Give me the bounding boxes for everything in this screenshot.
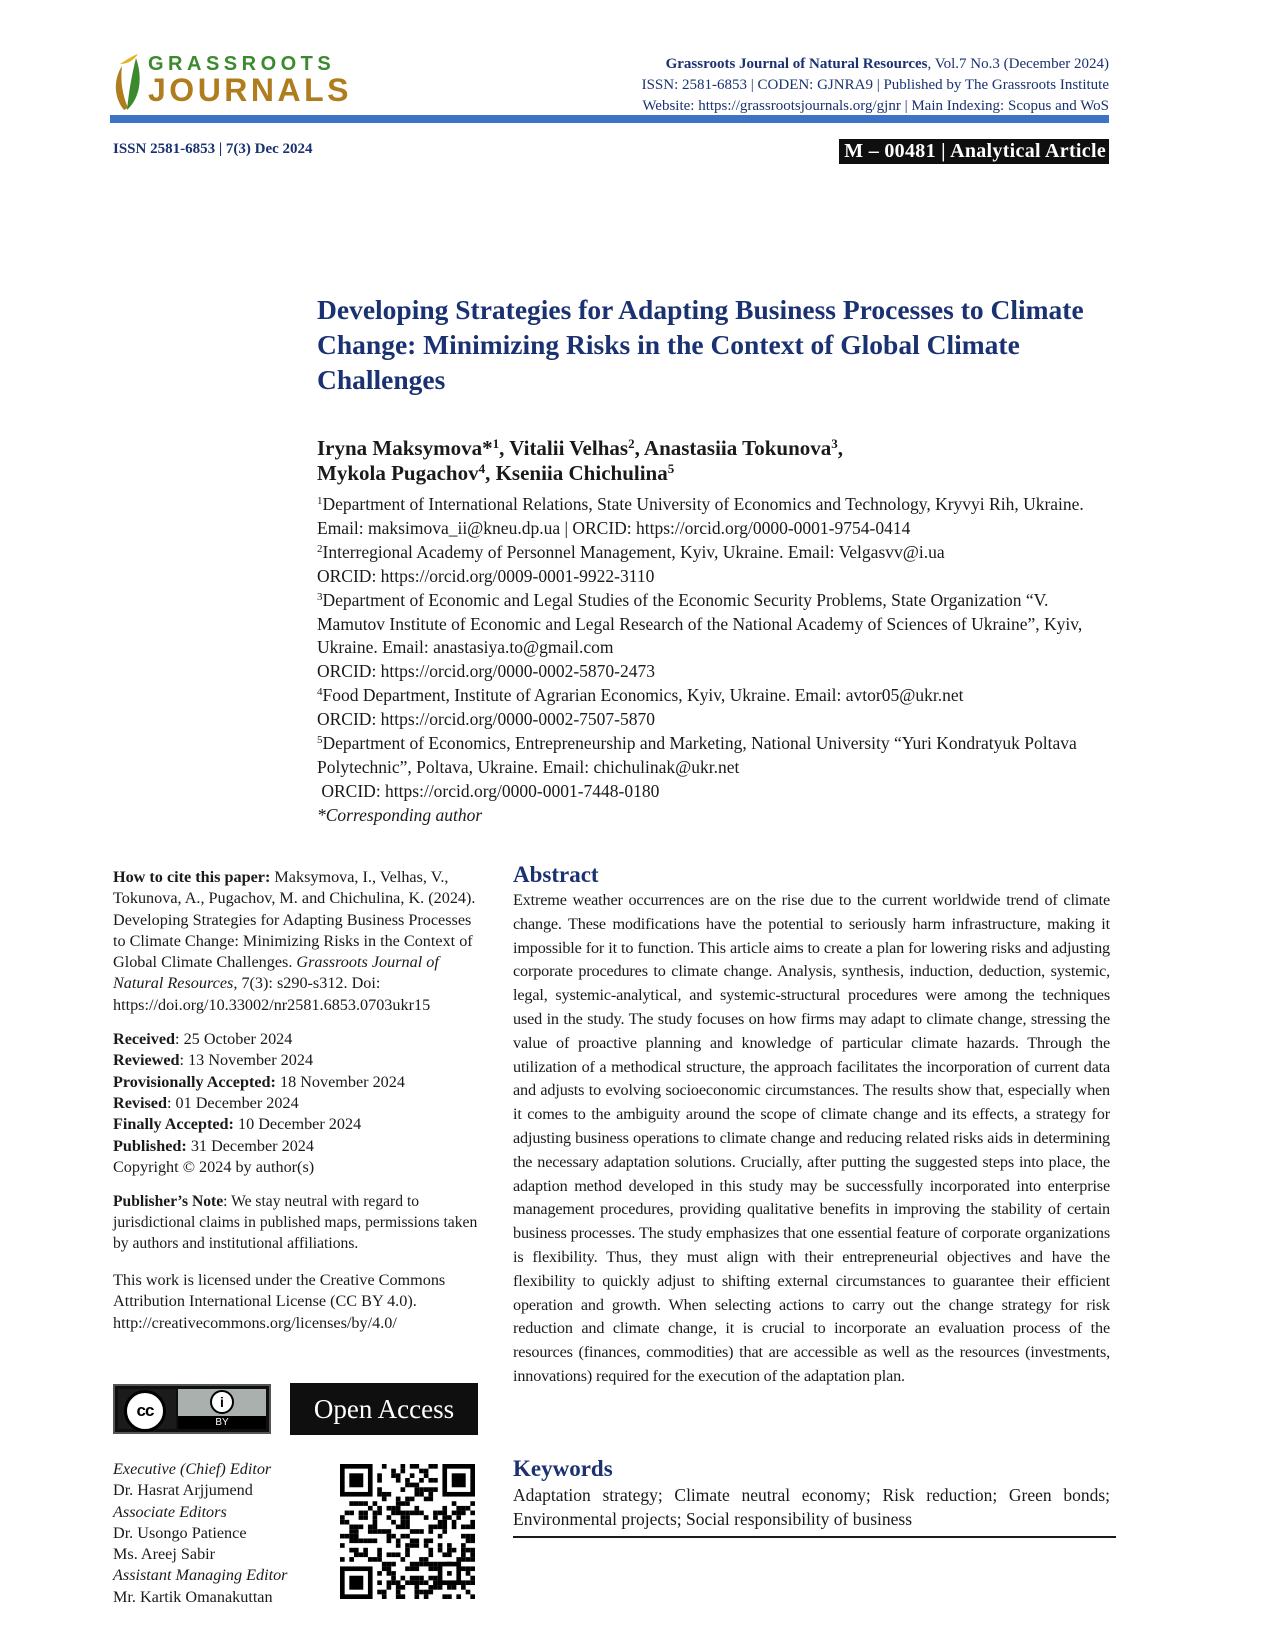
author-name: Mykola Pugachov <box>317 461 479 485</box>
citation-label: How to cite this paper: <box>113 868 271 886</box>
keywords-divider <box>513 1536 1116 1538</box>
date-value: 01 December 2024 <box>175 1093 299 1112</box>
affiliation-number: 3 <box>317 590 323 603</box>
orcid-link[interactable]: ORCID: https://orcid.org/0000-0001-7448-0180 <box>317 780 660 801</box>
date-entry <box>113 1029 478 1050</box>
affiliation-number: 4 <box>317 686 323 699</box>
affiliation-text: Interregional Academy of Personnel Management, Kyiv, Ukraine. Email: Velgasvv@i.ua <box>322 541 945 562</box>
date-entry <box>113 1114 478 1135</box>
editor-role: Associate Editors <box>113 1502 227 1521</box>
affiliation-item <box>317 493 1112 541</box>
license-text: This work is licensed under the Creative Commons Attribution International License (CC BY 4.0). <box>113 1271 446 1311</box>
affiliation-number: 2 <box>317 542 323 555</box>
affiliation-text: Department of International Relations, State University of Economics and Technology, Kryvyi Rih, Ukraine. Email: maksimova_ii@kneu.dp.ua | ORCID: https://orcid.org/0000-0001-9754-0414 <box>317 494 1084 538</box>
editor-name: Mr. Kartik Omanakuttan <box>113 1587 273 1606</box>
article-dates <box>113 1029 478 1178</box>
qr-code-icon[interactable] <box>340 1464 475 1599</box>
date-label: Provisionally Accepted: <box>113 1072 276 1091</box>
author-separator: , <box>837 436 843 460</box>
orcid-link[interactable]: ORCID: https://orcid.org/0000-0002-7507-5870 <box>317 709 655 730</box>
date-value: 10 December 2024 <box>238 1115 362 1134</box>
orcid-link[interactable]: ORCID: https://orcid.org/0000-0002-5870-2473 <box>317 661 655 682</box>
affiliation-text: Department of Economic and Legal Studies of the Economic Security Problems, State Organization “V. Mamutov Institute of Economic and Legal Research of the National Academy of Sciences of Ukraine”, Kyiv, Ukraine. Email: anastasiya.to@gmail.com <box>317 589 1083 658</box>
date-label: Published: <box>113 1136 187 1155</box>
abstract-text: Extreme weather occurrences are on the rise due to the current worldwide trend of climate change. These modifications have the potential to seriously harm infrastructure, making it impossible for it to function. This article aims to create a plan for lowering risks and adjusting corporate procedures to climate change. Analysis, synthesis, induction, deduction, systemic, legal, systemic-analytical, and systemic-structural procedures were among the techniques used in the study. The study focuses on how firms may adapt to climate change, stressing the value of proactive planning and knowledge of particular climate hazards. Through the utilization of a methodical structure, the approach facilitates the incorporation of current data and adjusts to evolving socioeconomic circumstances. The results show that, especially when it comes to the ambiguity around the scope of climate change and its effects, a strategy for adjusting business operations to climate change and reducing related risks aids in determining the necessary adaptation solutions. Crucially, after putting the suggested steps into place, the adaption method developed in this study may be successfully incorporated into enterprise management procedures, providing qualitative benefits in improving the stability of certain business processes. The study emphasizes that one essential feature of corporate organizations is flexibility. Thus, they must align with their entrepreneurial objectives and have the flexibility to quickly adjust to shifting external circumstances to guarantee their efficient operation and growth. When selecting actions to carry out the change strategy for risk reduction and climate change, it is crucial to incorporate an evaluation process of the resources (finances, commodities) that are accessible as well as the resources (investments, innovations) required for the execution of the adaptation plan. <box>513 891 1110 1385</box>
citation-text: Maksymova, I., Velhas, V., Tokunova, A., Pugachov, M. and Chichulina, K. (2024). Developing Strategies for Adapting Business Processes to Climate Change: Minimizing Risks in the Context of Global Climate Challenges. <box>113 868 476 972</box>
open-access-badge: Open Access <box>290 1383 478 1435</box>
attribution-person-icon: i <box>210 1390 234 1414</box>
editor-list <box>113 1459 328 1608</box>
author-separator: , <box>634 436 644 460</box>
author-affiliation-marker: 3 <box>831 436 838 451</box>
article-type-badge: M – 00481 | Analytical Article <box>839 139 1109 164</box>
publisher-note <box>113 1191 478 1254</box>
header-rule <box>110 115 1109 123</box>
author-name: Kseniia Chichulina <box>495 461 668 485</box>
author-name: Anastasiia Tokunova <box>643 436 832 460</box>
affiliation-item <box>317 684 1112 708</box>
author-affiliation-marker: 4 <box>478 461 486 476</box>
date-entry <box>113 1136 478 1157</box>
author-affiliation-marker: 5 <box>667 461 675 476</box>
logo-text-grassroots: GRASSROOTS <box>148 53 336 75</box>
date-entry <box>113 1072 478 1093</box>
affiliation-number: 1 <box>317 495 323 507</box>
journal-issn-line: ISSN: 2581-6853 | CODEN: GJNRA9 | Published by The Grassroots Institute <box>641 77 1109 93</box>
author-name: Vitalii Velhas <box>509 436 629 460</box>
keywords-text: Adaptation strategy; Climate neutral economy; Risk reduction; Green bonds; Environmental projects; Social responsibility of business <box>513 1485 1110 1529</box>
date-separator: : <box>175 1030 184 1049</box>
how-to-cite <box>113 867 478 1016</box>
license-statement <box>113 1270 478 1334</box>
orcid-link[interactable]: ORCID: https://orcid.org/0009-0001-9922-3110 <box>317 565 655 586</box>
journal-logo[interactable] <box>110 50 353 116</box>
date-separator: : <box>166 1093 176 1112</box>
date-value: 25 October 2024 <box>183 1030 293 1049</box>
leaf-logo-icon <box>110 52 146 112</box>
journal-website-line[interactable]: Website: https://grassrootsjournals.org/gjnr | Main Indexing: Scopus and WoS <box>642 98 1109 114</box>
license-link[interactable]: http://creativecommons.org/licenses/by/4.0/ <box>113 1313 397 1332</box>
issn-issue-label: ISSN 2581-6853 | 7(3) Dec 2024 <box>113 141 313 157</box>
journal-info <box>409 54 1109 117</box>
publisher-note-label: Publisher’s Note <box>113 1193 224 1211</box>
date-entry <box>113 1093 478 1114</box>
author-separator: , <box>485 461 496 485</box>
copyright-line: Copyright © 2024 by author(s) <box>113 1157 315 1176</box>
date-value: 13 November 2024 <box>188 1051 314 1070</box>
affiliation-text: Department of Economics, Entrepreneurship and Marketing, National University “Yuri Kondratyuk Poltava Polytechnic”, Poltava, Ukraine. Email: chichulinak@ukr.net <box>317 733 1077 777</box>
journal-volume: , Vol.7 No.3 (December 2024) <box>927 56 1109 72</box>
publisher-note-text: : We stay neutral with regard to jurisdictional claims in published maps, permissions taken by authors and institutional affiliations. <box>113 1193 478 1253</box>
date-label: Finally Accepted: <box>113 1115 234 1134</box>
affiliation-number: 5 <box>317 734 323 747</box>
author-affiliation-marker: 2 <box>628 436 635 451</box>
by-label: BY <box>178 1416 266 1429</box>
affiliation-text: Food Department, Institute of Agrarian Economics, Kyiv, Ukraine. Email: avtor05@ukr.net <box>322 685 964 706</box>
abstract-heading: Abstract <box>513 862 599 887</box>
date-entry <box>113 1050 478 1071</box>
affiliation-list <box>317 493 1112 828</box>
logo-text-journals: JOURNALS <box>148 72 353 108</box>
author-affiliation-marker: 1 <box>492 436 500 451</box>
cc-by-license-badge[interactable] <box>113 1384 271 1434</box>
journal-title-line <box>409 54 1109 75</box>
date-label: Received <box>113 1030 176 1049</box>
date-label: Reviewed <box>113 1051 180 1070</box>
date-separator: : <box>179 1051 189 1070</box>
date-value: 18 November 2024 <box>279 1072 405 1091</box>
author-separator: , <box>499 436 510 460</box>
editor-name: Dr. Usongo Patience <box>113 1523 247 1542</box>
journal-name[interactable]: Grassroots Journal of Natural Resources <box>665 56 928 72</box>
author-name: Iryna Maksymova* <box>317 436 493 460</box>
affiliation-item <box>317 732 1112 780</box>
corresponding-author-note: *Corresponding author <box>317 804 483 825</box>
editor-name: Ms. Areej Sabir <box>113 1545 216 1564</box>
author-list <box>317 436 1117 486</box>
date-label: Revised <box>113 1093 167 1112</box>
affiliation-item <box>317 589 1112 661</box>
affiliation-item <box>317 541 1112 565</box>
date-value: 31 December 2024 <box>190 1136 314 1155</box>
editor-role: Assistant Managing Editor <box>113 1566 288 1585</box>
citation-journal: Grassroots Journal of Natural Resources, <box>113 953 439 993</box>
article-info-sidebar <box>113 867 478 1334</box>
citation-doi[interactable]: 7(3): s290-s312. Doi: https://doi.org/10.33002/nr2581.6853.0703ukr15 <box>113 974 431 1014</box>
keywords-heading: Keywords <box>513 1456 613 1481</box>
creative-commons-icon: cc <box>124 1390 166 1432</box>
editor-role: Executive (Chief) Editor <box>113 1460 272 1478</box>
editor-name: Dr. Hasrat Arjjumend <box>113 1481 253 1500</box>
article-title: Developing Strategies for Adapting Business Processes to Climate Change: Minimizing Risks in the Context of Global Climate Challenges <box>317 294 1084 395</box>
